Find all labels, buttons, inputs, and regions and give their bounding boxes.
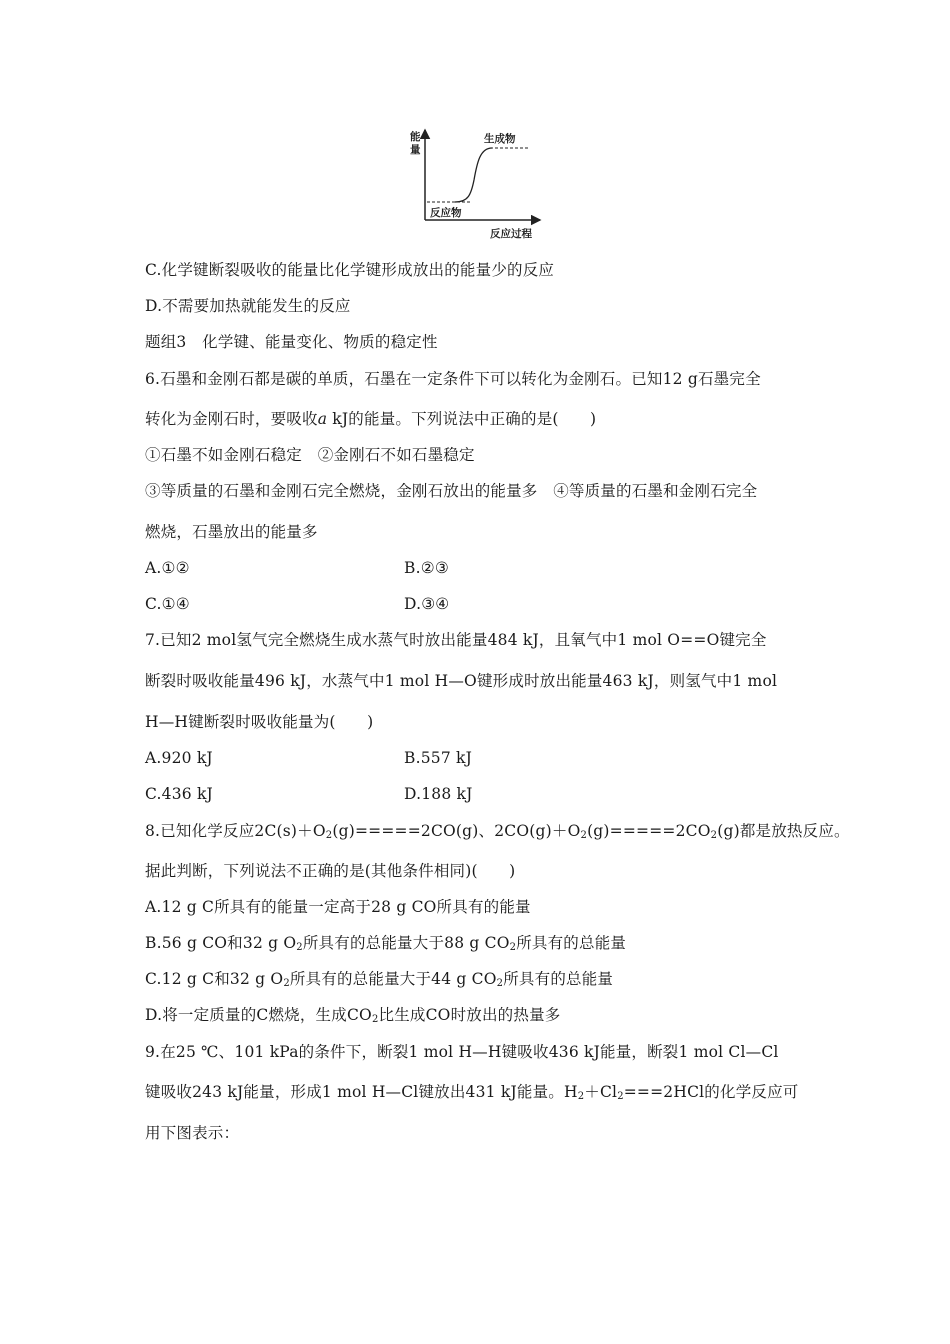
energy-diagram: [400, 125, 545, 240]
q8-stem-line1: 8.已知化学反应$2C(s)+O_2(g)=====2CO(g)$、$2CO(g)+O_2(g)=====2CO_2(g)$都是放热反应。: [145, 822, 850, 841]
q8-option-c: C.12 g C和32 g $O_2$所具有的总能量大于44 g $CO_2$所具有的总能量: [145, 970, 614, 989]
q6-option-d: D.③④: [404, 595, 450, 613]
q9-stem-line3: 用下图表示：: [145, 1124, 240, 1142]
q7-stem-line3: H—H键断裂时吸收能量为( ): [145, 713, 374, 731]
q6-option-c: C.①④: [145, 595, 190, 613]
section-heading: 题组3 化学键、能量变化、物质的稳定性: [145, 333, 438, 351]
q6-option-a: A.①②: [145, 559, 190, 577]
q6-option-b: B.②③: [404, 559, 449, 577]
q9-stem-line1: 9.在25 ℃、101 kPa的条件下，断裂1 mol H—H键吸收436 kJ能量，断裂1 mol Cl—Cl: [145, 1043, 779, 1061]
q8-option-d: D.将一定质量的C燃烧，生成$CO_2$比生成CO时放出的热量多: [145, 1006, 561, 1025]
q6-stem-line1: 6.石墨和金刚石都是碳的单质，石墨在一定条件下可以转化为金刚石。已知12 g石墨完全: [145, 370, 761, 388]
y-axis-label-2: 量: [410, 144, 421, 156]
q6-statements-2: ③等质量的石墨和金刚石完全燃烧，金刚石放出的能量多 ④等质量的石墨和金刚石完全: [145, 482, 758, 500]
q7-option-a: A.920 kJ: [145, 749, 213, 767]
y-axis-label-1: 能: [410, 131, 421, 143]
products-label: 生成物: [484, 133, 516, 145]
q6-statements-1: ①石墨不如金刚石稳定 ②金刚石不如石墨稳定: [145, 446, 475, 464]
q6-statements-3: 燃烧，石墨放出的能量多: [145, 523, 318, 541]
x-axis-label: 反应过程: [490, 228, 532, 240]
q9-stem-line2: 键吸收243 kJ能量，形成1 mol H—Cl键放出431 kJ能量。$H_2+Cl_2===2HCl$的化学反应可: [145, 1083, 799, 1102]
q8-option-a: A.12 g C所具有的能量一定高于28 g CO所具有的能量: [145, 898, 531, 916]
q5-option-c: C.化学键断裂吸收的能量比化学键形成放出的能量少的反应: [145, 261, 555, 279]
q7-stem-line1: 7.已知2 mol氢气完全燃烧生成水蒸气时放出能量484 kJ，且氧气中1 mol O==O键完全: [145, 631, 767, 649]
q6-stem-line2: 转化为金刚石时，要吸收a kJ的能量。下列说法中正确的是( ): [145, 410, 597, 428]
q7-option-d: D.188 kJ: [404, 785, 473, 803]
reactants-label: 反应物: [430, 207, 462, 219]
energy-curve: [455, 148, 492, 202]
q8-stem-line2: 据此判断，下列说法不正确的是(其他条件相同)( ): [145, 862, 516, 880]
q7-option-c: C.436 kJ: [145, 785, 213, 803]
q8-option-b: B.56 g CO和32 g $O_2$所具有的总能量大于88 g $CO_2$所具有的总能量: [145, 934, 627, 953]
q7-option-b: B.557 kJ: [404, 749, 473, 767]
q7-stem-line2: 断裂时吸收能量496 kJ，水蒸气中1 mol H—O键形成时放出能量463 kJ，则氢气中1 mol: [145, 672, 778, 690]
q5-option-d: D.不需要加热就能发生的反应: [145, 297, 351, 315]
